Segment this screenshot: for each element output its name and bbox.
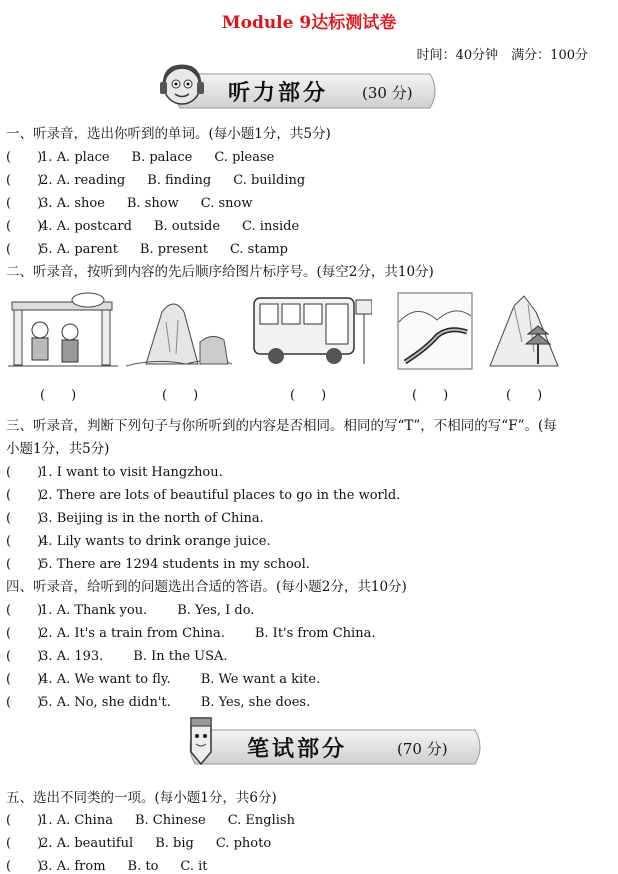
answer-blank[interactable]: ( ) (6, 488, 43, 503)
option-a: A. shoe (56, 196, 105, 211)
section-1-item-2 (6, 169, 305, 187)
item-number: 4. (40, 534, 53, 549)
answer-blank[interactable]: ( ) (6, 150, 43, 165)
option-c: C. building (233, 173, 306, 188)
section-4-item-5 (6, 691, 310, 709)
statement: Beijing is in the north of China. (56, 511, 264, 526)
answer-blank[interactable]: ( ) (6, 196, 43, 211)
answer-blank[interactable]: ( ) (6, 836, 43, 851)
picture-mountain-with-pine (484, 292, 564, 372)
answer-blank[interactable]: ( ) (6, 649, 43, 664)
section-3-item-1 (6, 461, 223, 479)
option-a: A. postcard (56, 219, 132, 234)
option-b: B. outside (153, 219, 221, 234)
item-number: 2. (40, 626, 53, 641)
option-c: C. photo (215, 836, 272, 851)
option-b: B. Yes, I do. (177, 603, 255, 618)
section-1-heading: 一、听录音，选出你听到的单词。(每小题1分，共5分) (6, 126, 331, 142)
answer-blank[interactable]: ( ) (6, 695, 43, 710)
writing-banner (165, 726, 485, 768)
picture-great-wall (397, 292, 473, 372)
picture-4-answer[interactable]: ( ) (412, 388, 449, 403)
picture-children-at-park-gate (8, 292, 120, 372)
answer-blank[interactable]: ( ) (6, 465, 43, 480)
option-c: C. stamp (229, 242, 288, 257)
option-b: B. Chinese (134, 813, 206, 828)
page-title: Module 9达标测试卷 (221, 13, 397, 33)
statement: Lily wants to drink orange juice. (56, 534, 271, 549)
section-5-item-2 (6, 832, 271, 850)
item-number: 3. (40, 511, 53, 526)
option-c: C. please (214, 150, 275, 165)
statement: There are lots of beautiful places to go in the world. (56, 488, 401, 503)
section-5-item-1 (6, 809, 295, 827)
option-a: A. No, she didn't. (56, 695, 171, 710)
section-4-item-4 (6, 668, 320, 686)
item-number: 4. (40, 672, 53, 687)
item-number: 1. (40, 465, 53, 480)
option-c: C. snow (200, 196, 253, 211)
option-a: A. It's a train from China. (56, 626, 225, 641)
answer-blank[interactable]: ( ) (6, 813, 43, 828)
section-3-heading-line-2: 小题1分，共5分) (6, 441, 110, 457)
writing-score: (70 分) (397, 740, 448, 758)
option-b: B. Yes, she does. (200, 695, 311, 710)
option-a: A. from (56, 859, 106, 874)
section-1-item-1 (6, 146, 274, 164)
section-3-item-3 (6, 507, 264, 525)
answer-blank[interactable]: ( ) (6, 859, 43, 874)
answer-blank[interactable]: ( ) (6, 557, 43, 572)
option-c: C. inside (242, 219, 300, 234)
time-info: 时间：40分钟 满分：100分 (416, 48, 588, 63)
section-4-item-3 (6, 645, 228, 663)
option-b: B. It's from China. (254, 626, 376, 641)
option-b: B. to (127, 859, 159, 874)
answer-blank[interactable]: ( ) (6, 242, 43, 257)
answer-blank[interactable]: ( ) (6, 672, 43, 687)
option-a: A. beautiful (56, 836, 134, 851)
option-a: A. reading (56, 173, 126, 188)
answer-blank[interactable]: ( ) (6, 603, 43, 618)
section-3-heading-line-1: 三、听录音，判断下列句子与你所听到的内容是否相同。相同的写“T”，不相同的写“F”。(每 (6, 418, 557, 434)
section-4-item-1 (6, 599, 254, 617)
item-number: 1. (40, 150, 53, 165)
picture-rock-mountain (126, 292, 232, 372)
picture-city-bus (250, 292, 372, 372)
section-1-item-3 (6, 192, 252, 210)
option-a: A. We want to fly. (56, 672, 171, 687)
section-1-item-5 (6, 238, 288, 256)
item-number: 4. (40, 219, 53, 234)
item-number: 5. (40, 557, 53, 572)
option-c: C. it (180, 859, 208, 874)
answer-blank[interactable]: ( ) (6, 219, 43, 234)
option-a: A. parent (56, 242, 118, 257)
option-b: B. finding (147, 173, 212, 188)
picture-1-answer[interactable]: ( ) (40, 388, 77, 403)
item-number: 2. (40, 836, 53, 851)
item-number: 5. (40, 242, 53, 257)
listening-banner (150, 70, 440, 112)
option-b: B. We want a kite. (200, 672, 321, 687)
headphone-mascot-icon (158, 62, 206, 110)
item-number: 3. (40, 649, 53, 664)
section-3-item-2 (6, 484, 400, 502)
option-a: A. Thank you. (56, 603, 148, 618)
option-b: B. show (126, 196, 179, 211)
picture-2-answer[interactable]: ( ) (162, 388, 199, 403)
statement: I want to visit Hangzhou. (56, 465, 223, 480)
listening-score: (30 分) (362, 84, 413, 102)
section-3-item-4 (6, 530, 271, 548)
listening-label: 听力部分 (228, 81, 329, 106)
pencil-mascot-icon (177, 714, 225, 766)
option-b: B. In the USA. (133, 649, 228, 664)
picture-3-answer[interactable]: ( ) (290, 388, 327, 403)
option-c: C. English (227, 813, 295, 828)
option-b: B. present (139, 242, 208, 257)
option-b: B. big (155, 836, 194, 851)
option-a: A. 193. (56, 649, 104, 664)
item-number: 1. (40, 603, 53, 618)
picture-5-answer[interactable]: ( ) (506, 388, 543, 403)
item-number: 5. (40, 695, 53, 710)
item-number: 1. (40, 813, 53, 828)
section-2-heading: 二、听录音，按听到内容的先后顺序给图片标序号。(每空2分，共10分) (6, 264, 434, 280)
section-5-heading: 五、选出不同类的一项。(每小题1分，共6分) (6, 790, 277, 806)
option-a: A. China (56, 813, 113, 828)
item-number: 2. (40, 173, 53, 188)
answer-blank[interactable]: ( ) (6, 511, 43, 526)
section-4-item-2 (6, 622, 375, 640)
section-4-heading: 四、听录音，给听到的问题选出合适的答语。(每小题2分，共10分) (6, 579, 407, 595)
writing-label: 笔试部分 (247, 737, 348, 762)
section-1-item-4 (6, 215, 299, 233)
answer-blank[interactable]: ( ) (6, 626, 43, 641)
section-5-item-3 (6, 855, 208, 873)
statement: There are 1294 students in my school. (56, 557, 310, 572)
item-number: 3. (40, 196, 53, 211)
answer-blank[interactable]: ( ) (6, 534, 43, 549)
option-a: A. place (56, 150, 110, 165)
option-b: B. palace (131, 150, 193, 165)
item-number: 3. (40, 859, 53, 874)
item-number: 2. (40, 488, 53, 503)
section-3-item-5 (6, 553, 310, 571)
answer-blank[interactable]: ( ) (6, 173, 43, 188)
